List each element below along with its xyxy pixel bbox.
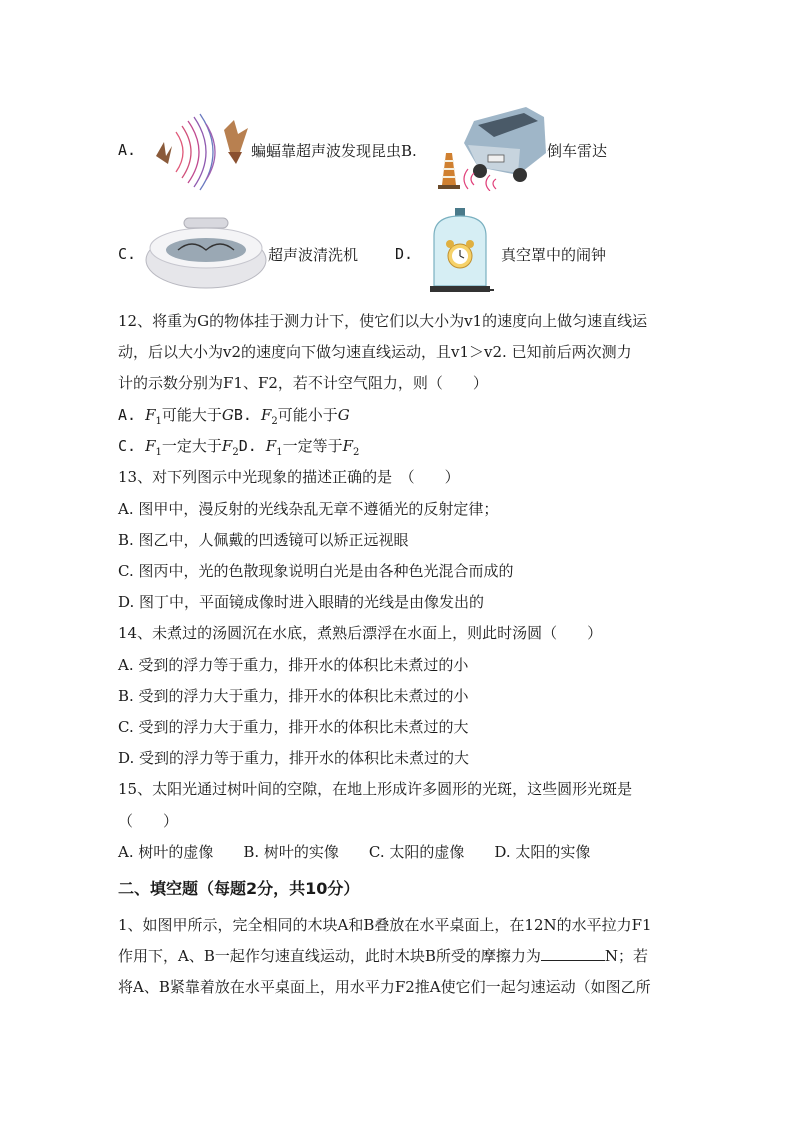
fill-q1-line-3: 将A、B紧靠着放在水平桌面上，用水平力F2推A使它们一起匀速运动（如图乙所: [118, 978, 651, 996]
q13-option-c: C. 图丙中，光的色散现象说明白光是由各种色光混合而成的: [118, 562, 514, 580]
q12-options-ab: A. $F_1$可能大于GB. $F_2$可能小于G: [118, 406, 350, 427]
q13-option-d: D. 图丁中，平面镜成像时进入眼睛的光线是由像发出的: [118, 593, 485, 611]
q12-options-cd: C. $F_1$一定大于$F_2D$. $F_1$一定等于$F_2$: [118, 437, 360, 458]
answer-blank[interactable]: [541, 946, 605, 961]
option-b-text: 倒车雷达: [547, 142, 608, 160]
option-c-text: 超声波清洗机: [268, 246, 359, 264]
q12-line-1: 12、将重为G的物体挂于测力计下，使它们以大小为v1的速度向上做匀速直线运: [118, 312, 648, 330]
option-d-prefix: D.: [395, 245, 414, 263]
q13-stem: 13、对下列图示中光现象的描述正确的是 （ ）: [118, 468, 460, 486]
q14-option-a: A. 受到的浮力等于重力，排开水的体积比未煮过的小: [118, 656, 469, 674]
q14-option-b: B. 受到的浮力大于重力，排开水的体积比未煮过的小: [118, 687, 469, 705]
q12-line-2: 动，后以大小为v2的速度向下做匀速直线运动，且v1＞v2. 已知前后两次测力: [118, 343, 632, 361]
q15-options: A. 树叶的虚像 B. 树叶的实像 C. 太阳的虚像 D. 太阳的实像: [118, 843, 591, 861]
section-2-heading: 二、填空题（每题2分，共10分）: [118, 879, 360, 898]
bat-ultrasound-image: [152, 112, 250, 192]
option-a-text: 蝙蝠靠超声波发现昆虫B.: [251, 142, 417, 160]
q14-option-d: D. 受到的浮力等于重力，排开水的体积比未煮过的大: [118, 749, 470, 767]
option-c-prefix: C.: [118, 245, 137, 263]
ultrasonic-cleaner-image: [144, 210, 268, 292]
q14-stem: 14、未煮过的汤圆沉在水底，煮熟后漂浮在水面上，则此时汤圆（ ）: [118, 624, 603, 642]
q13-option-a: A. 图甲中，漫反射的光线杂乱无章不遵循光的反射定律；: [118, 500, 499, 518]
q15-stem: 15、太阳光通过树叶间的空隙，在地上形成许多圆形的光斑，这些圆形光斑是: [118, 780, 633, 798]
q15-paren: （ ）: [118, 812, 179, 830]
q14-option-c: C. 受到的浮力大于重力，排开水的体积比未煮过的大: [118, 718, 469, 736]
option-d-text: 真空罩中的闹钟: [501, 246, 607, 264]
q12-line-3: 计的示数分别为F1、F2，若不计空气阻力，则（ ）: [118, 374, 488, 392]
bell-jar-alarm-clock-image: [424, 206, 496, 296]
fill-q1-line-2: 作用下，A、B一起作匀速直线运动，此时木块B所受的摩擦力为 N；若: [118, 947, 649, 965]
q13-option-b: B. 图乙中，人佩戴的凹透镜可以矫正远视眼: [118, 531, 409, 549]
option-a-prefix: A.: [118, 141, 137, 159]
fill-q1-line-1: 1、如图甲所示，完全相同的木块A和B叠放在水平桌面上，在12N的水平拉力F1: [118, 916, 652, 934]
reversing-radar-car-image: [434, 103, 548, 191]
